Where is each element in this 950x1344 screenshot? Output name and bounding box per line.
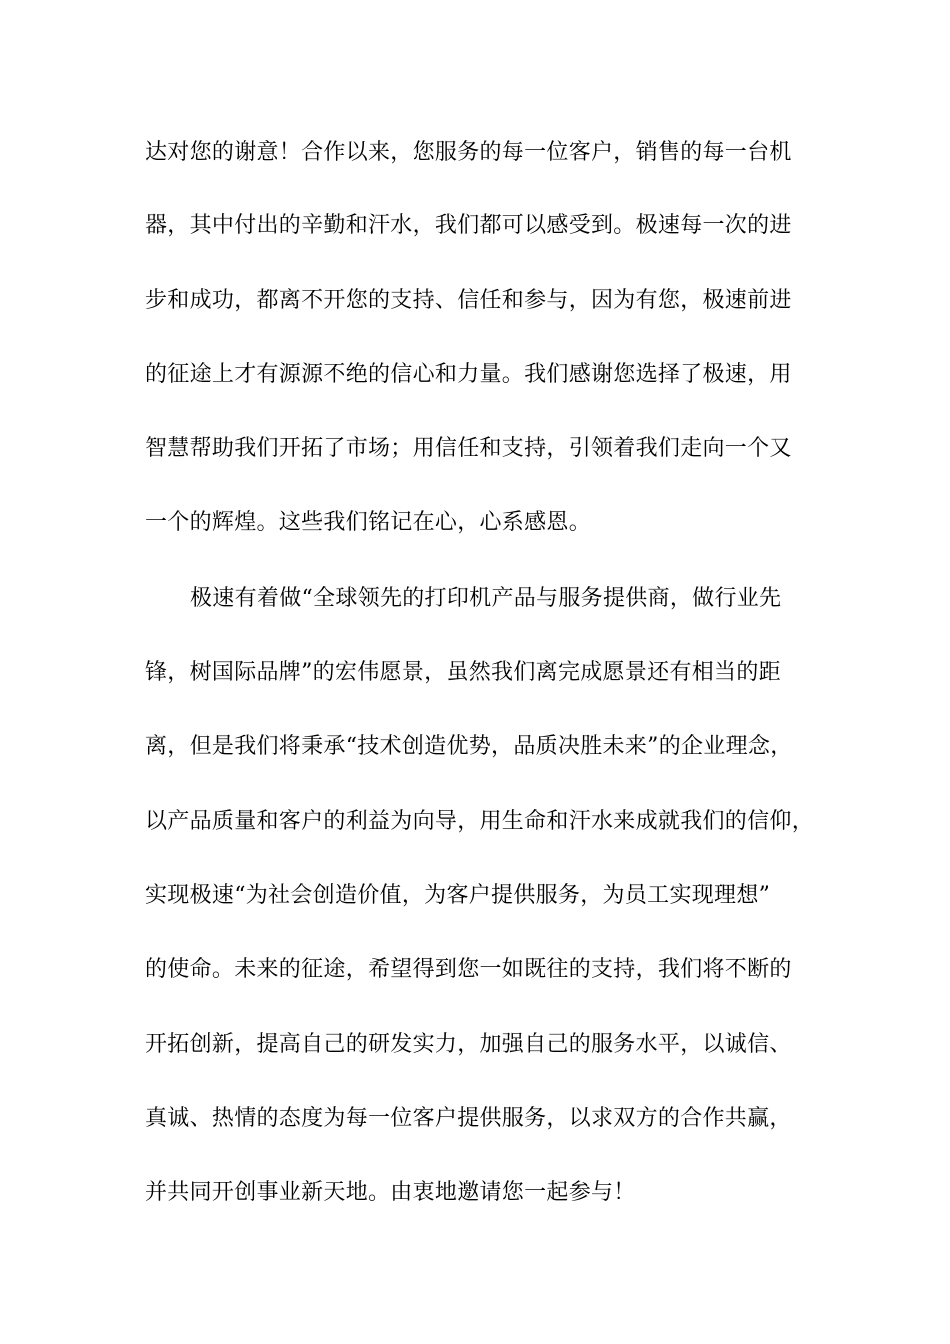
- paragraph-line: 开拓创新，提高自己的研发实力，加强自己的服务水平，以诚信、: [145, 1032, 792, 1057]
- paragraph-line: 真诚、热情的态度为每一位客户提供服务，以求双方的合作共赢，: [145, 1106, 792, 1131]
- paragraph-line: 以产品质量和客户的利益为向导，用生命和汗水来成就我们的信仰，: [145, 809, 815, 834]
- paragraph-line-indented: 极速有着做“全球领先的打印机产品与服务提供商，做行业先: [190, 586, 782, 611]
- paragraph-line: 离，但是我们将秉承“技术创造优势，品质决胜未来”的企业理念，: [145, 734, 793, 759]
- paragraph-line: 的使命。未来的征途，希望得到您一如既往的支持，我们将不断的: [145, 957, 792, 982]
- paragraph-line: 实现极速“为社会创造价值，为客户提供服务，为员工实现理想”: [145, 883, 771, 908]
- paragraph-line: 的征途上才有源源不绝的信心和力量。我们感谢您选择了极速，用: [145, 362, 792, 387]
- paragraph-line: 锋，树国际品牌”的宏伟愿景，虽然我们离完成愿景还有相当的距: [145, 660, 781, 685]
- paragraph-line: 并共同开创事业新天地。由衷地邀请您一起参与！: [145, 1180, 636, 1205]
- paragraph-line: 一个的辉煌。这些我们铭记在心，心系感恩。: [145, 510, 592, 535]
- paragraph-line: 器，其中付出的辛勤和汗水，我们都可以感受到。极速每一次的进: [145, 213, 792, 238]
- paragraph-line: 达对您的谢意！合作以来，您服务的每一位客户，销售的每一台机: [145, 140, 792, 165]
- paragraph-line: 智慧帮助我们开拓了市场；用信任和支持，引领着我们走向一个又: [145, 436, 792, 461]
- paragraph-line: 步和成功，都离不开您的支持、信任和参与，因为有您，极速前进: [145, 288, 792, 313]
